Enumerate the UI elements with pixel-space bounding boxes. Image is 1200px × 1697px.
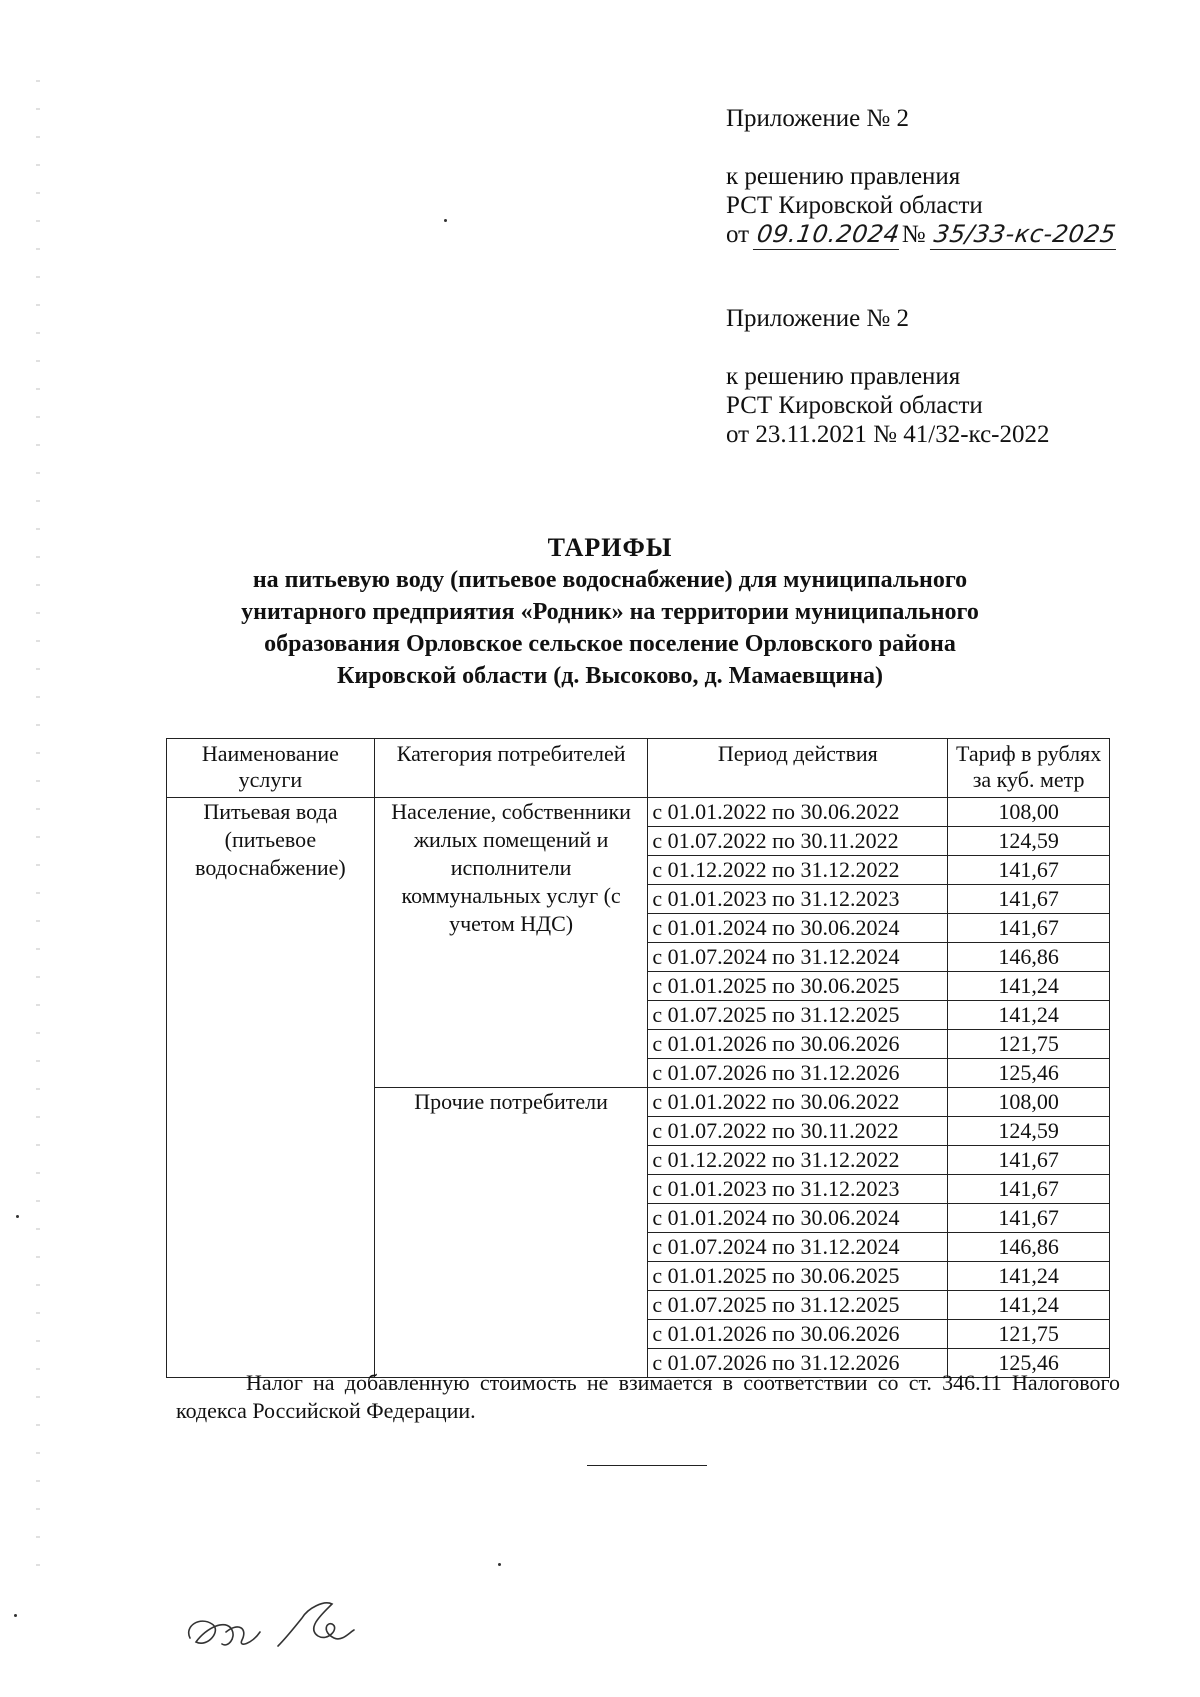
category-cell: Прочие потребители [374, 1088, 648, 1378]
scan-speck [16, 1215, 19, 1218]
tariff-cell: 121,75 [948, 1030, 1110, 1059]
scan-speck [14, 1614, 17, 1617]
period-cell: с 01.01.2022 по 30.06.2022 [648, 1088, 948, 1117]
period-cell: с 01.07.2022 по 30.11.2022 [648, 827, 948, 856]
period-cell: с 01.07.2022 по 30.11.2022 [648, 1117, 948, 1146]
tariff-cell: 141,24 [948, 972, 1110, 1001]
title-line: Кировской области (д. Высоково, д. Мамаевщина) [336, 663, 884, 689]
appendix-new-ref [726, 220, 1118, 250]
period-cell: с 01.12.2022 по 31.12.2022 [648, 856, 948, 885]
closing-rule [587, 1465, 707, 1466]
title-line: образования Орловское сельское поселение Орловского района [264, 631, 956, 657]
header-tariff: Тариф в рублях за куб. метр [948, 739, 1110, 798]
period-cell: с 01.01.2024 по 30.06.2024 [648, 914, 948, 943]
tariff-cell: 146,86 [948, 943, 1110, 972]
signature-mark [182, 1588, 392, 1658]
tariff-cell: 141,24 [948, 1001, 1110, 1030]
appendix-new-line1: к решению правления [726, 163, 961, 190]
period-cell: с 01.07.2026 по 31.12.2026 [648, 1349, 948, 1378]
appendix-old-line1: к решению правления [726, 363, 961, 390]
tariff-cell: 141,24 [948, 1262, 1110, 1291]
appendix-new-line2: РСТ Кировской области [726, 192, 983, 219]
handwritten-number: 35/33-кс-2025 [930, 220, 1120, 250]
tariff-cell: 108,00 [948, 1088, 1110, 1117]
period-cell: с 01.01.2023 по 31.12.2023 [648, 885, 948, 914]
tariff-cell: 141,24 [948, 1291, 1110, 1320]
handwritten-date: 09.10.2024 [753, 220, 904, 250]
scan-edge-marks [36, 80, 40, 1580]
appendix-old [726, 304, 1050, 449]
period-cell: с 01.07.2025 по 31.12.2025 [648, 1291, 948, 1320]
tariff-cell: 141,67 [948, 1204, 1110, 1233]
period-cell: с 01.01.2025 по 30.06.2025 [648, 972, 948, 1001]
period-cell: с 01.07.2024 по 31.12.2024 [648, 943, 948, 972]
title-line: унитарного предприятия «Родник» на территории муниципального [241, 599, 979, 625]
vat-footnote: Налог на добавленную стоимость не взимается в соответствии со ст. 346.11 Налогового кодекса Российской Федерации. [176, 1370, 1120, 1423]
tariff-cell: 124,59 [948, 827, 1110, 856]
table-row [167, 798, 1110, 827]
table-header-row [167, 739, 1110, 798]
tariff-cell: 121,75 [948, 1320, 1110, 1349]
title-line: на питьевую воду (питьевое водоснабжение) для муниципального [252, 567, 968, 593]
period-cell: с 01.07.2026 по 31.12.2026 [648, 1059, 948, 1088]
period-cell: с 01.01.2025 по 30.06.2025 [648, 1262, 948, 1291]
appendix-new [726, 104, 1118, 250]
tariff-cell: 141,67 [948, 1146, 1110, 1175]
tariff-cell: 141,67 [948, 885, 1110, 914]
period-cell: с 01.12.2022 по 31.12.2022 [648, 1146, 948, 1175]
document-title [140, 532, 1080, 692]
tariff-cell: 108,00 [948, 798, 1110, 827]
number-sign: № [901, 221, 926, 248]
period-cell: с 01.01.2024 по 30.06.2024 [648, 1204, 948, 1233]
period-cell: с 01.07.2025 по 31.12.2025 [648, 1001, 948, 1030]
tariff-cell: 146,86 [948, 1233, 1110, 1262]
category-cell: Население, собственники жилых помещений и исполнители коммунальных услуг (с учетом НДС) [374, 798, 648, 1088]
tariff-cell: 125,46 [948, 1349, 1110, 1378]
period-cell: с 01.07.2024 по 31.12.2024 [648, 1233, 948, 1262]
appendix-new-label: Приложение № 2 [726, 105, 910, 132]
tariffs-table [166, 738, 1110, 1378]
table-body [167, 798, 1110, 1378]
tariff-cell: 141,67 [948, 914, 1110, 943]
tariff-cell: 125,46 [948, 1059, 1110, 1088]
service-name-cell: Питьевая вода (питьевое водоснабжение) [167, 798, 375, 1378]
appendix-old-line2: РСТ Кировской области [726, 392, 983, 419]
appendix-old-label: Приложение № 2 [726, 305, 910, 332]
tariff-cell: 124,59 [948, 1117, 1110, 1146]
header-category: Категория потребителей [374, 739, 648, 798]
tariff-cell: 141,67 [948, 856, 1110, 885]
appendix-old-line3: от 23.11.2021 № 41/32-кс-2022 [726, 421, 1050, 448]
appendix-new-from: от [726, 221, 750, 248]
title-main: ТАРИФЫ [547, 533, 673, 562]
period-cell: с 01.01.2023 по 31.12.2023 [648, 1175, 948, 1204]
scan-speck [444, 219, 447, 222]
header-period: Период действия [648, 739, 948, 798]
scan-speck [498, 1563, 501, 1566]
tariff-cell: 141,67 [948, 1175, 1110, 1204]
period-cell: с 01.01.2022 по 30.06.2022 [648, 798, 948, 827]
period-cell: с 01.01.2026 по 30.06.2026 [648, 1030, 948, 1059]
period-cell: с 01.01.2026 по 30.06.2026 [648, 1320, 948, 1349]
header-service: Наименование услуги [167, 739, 375, 798]
